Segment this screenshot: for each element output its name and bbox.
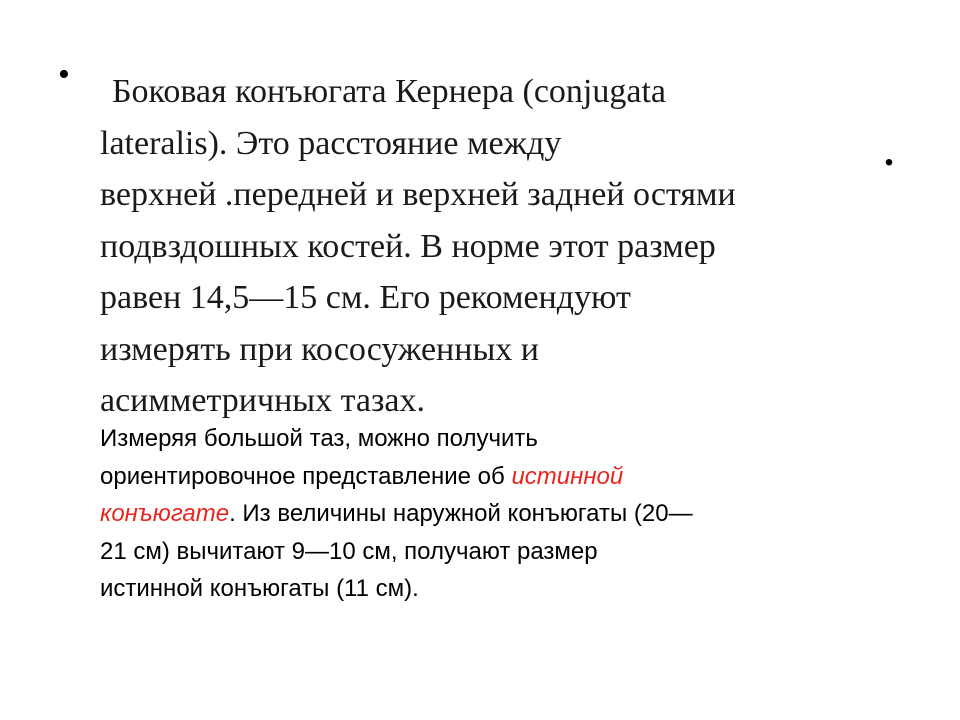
main-line: асимметричных тазах. xyxy=(100,382,425,419)
note-text: . Из величины наружной конъюгаты (20— xyxy=(229,500,693,527)
note-line: Измеряя большой таз, можно получить xyxy=(100,425,538,452)
note-paragraph xyxy=(100,420,920,608)
main-line: Боковая конъюгата Кернера (conjugata xyxy=(112,73,666,110)
main-line: измерять при кососуженных и xyxy=(100,330,539,368)
note-line xyxy=(100,495,920,533)
true-conjugate-highlight: конъюгате xyxy=(100,500,230,527)
main-paragraph xyxy=(100,66,920,427)
main-line: равен 14,5—15 см. Его рекомендуют xyxy=(100,279,631,316)
main-line: верхней .передней и верхней задней остями xyxy=(100,176,736,213)
main-line: подвздошных костей. В норме этот размер xyxy=(100,227,716,265)
note-line: истинной конъюгаты (11 см). xyxy=(100,575,419,602)
note-text: ориентировочное представление об xyxy=(100,462,512,490)
stray-dot: . xyxy=(884,129,894,174)
true-conjugate-highlight: истинной xyxy=(511,462,624,490)
note-line: 21 см) вычитают 9—10 см, получают размер xyxy=(100,537,598,565)
bullet-marker: • xyxy=(58,56,70,93)
main-line: lateralis). Это расстояние между xyxy=(100,124,562,162)
note-line xyxy=(100,458,920,496)
